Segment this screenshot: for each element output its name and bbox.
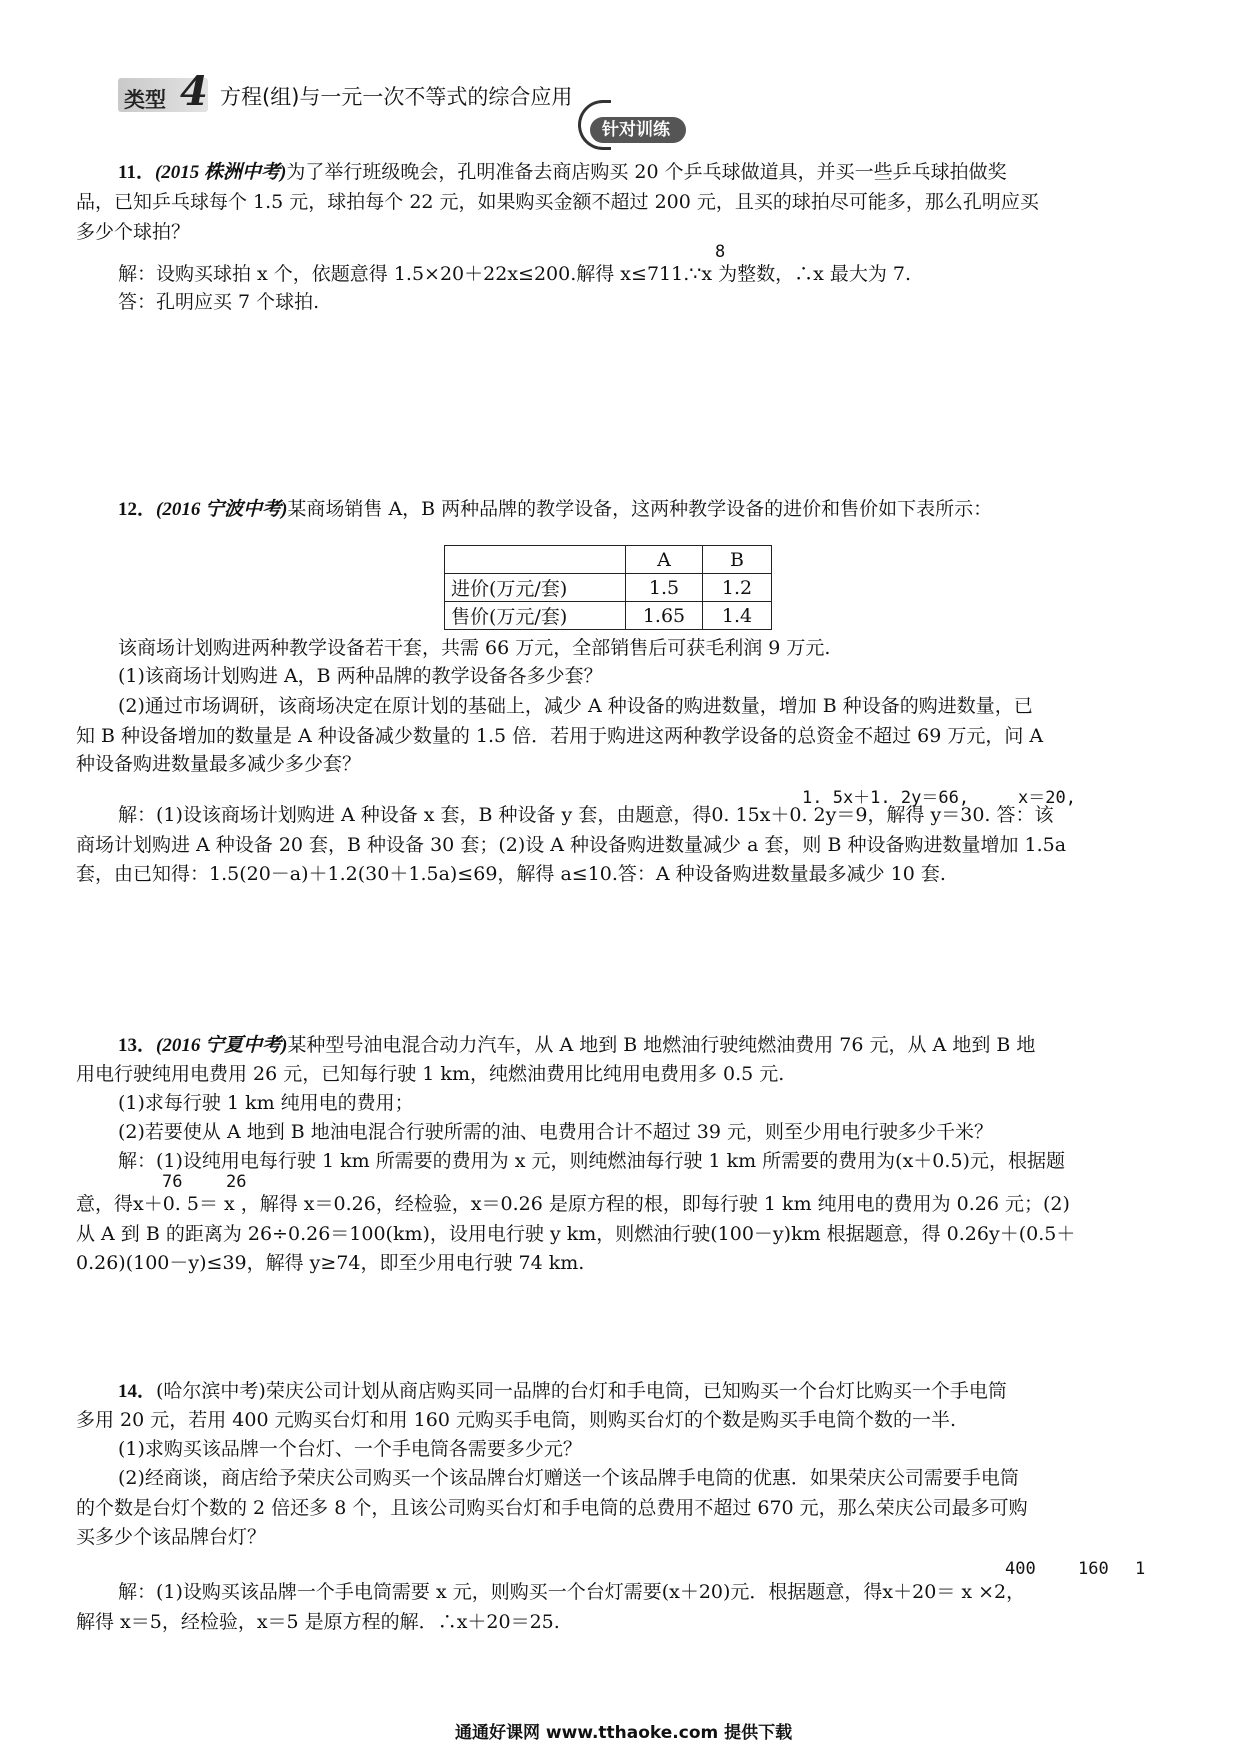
q12-answer-2: 商场计划购进 A 种设备 20 套，B 种设备 30 套；(2)设 A 种设备购进数量减少 a 套，则 B 种设备购进数量增加 1.5a <box>76 834 1067 856</box>
q13-number: 13． <box>118 1035 157 1056</box>
q12-line-5: 知 B 种设备增加的数量是 A 种设备减少数量的 1.5 倍．若用于购进这两种教学设备的总资金不超过 69 万元，问 A <box>76 725 1044 747</box>
training-tag: 针对训练 <box>590 117 686 143</box>
q12-text-1: 某商场销售 A，B 两种品牌的教学设备，这两种教学设备的进价和售价如下表所示： <box>287 498 993 520</box>
q13-line-4: (2)若要使从 A 地到 B 地油电混合行驶所需的油、电费用合计不超过 39 元，则至少用电行驶多少千米？ <box>118 1121 994 1143</box>
q14-line-6: 买多少个该品牌台灯？ <box>76 1526 267 1548</box>
table-row <box>445 546 772 574</box>
q12-system-sol-1: x＝20, <box>1018 788 1076 808</box>
q12-line-3: (1)该商场计划购进 A，B 两种品牌的教学设备各多少套？ <box>118 665 603 687</box>
table-row <box>445 574 772 602</box>
q14-fraction-num-1: 400 <box>1005 1559 1036 1579</box>
q11-number: 11． <box>118 162 155 183</box>
q11-source: (2015 株洲中考) <box>154 162 287 183</box>
table-header-a: A <box>626 546 703 574</box>
table-cell: 1.2 <box>703 574 772 602</box>
q13-fraction-num-1: 76 <box>162 1172 183 1192</box>
q14-fraction-num-3: 1 <box>1135 1559 1146 1579</box>
q12-system-eq-1: 1. 5x＋1. 2y＝66, <box>802 788 970 808</box>
table-cell-empty <box>445 546 626 574</box>
q14-line-3: (1)求购买该品牌一个台灯、一个手电筒各需要多少元？ <box>118 1438 582 1460</box>
table-cell: 1.5 <box>626 574 703 602</box>
q14-fraction-num-2: 160 <box>1078 1559 1109 1579</box>
price-table <box>444 545 772 630</box>
q14-line-2: 多用 20 元，若用 400 元购买台灯和用 160 元购买手电筒，则购买台灯的个数是购买手电筒个数的一半. <box>76 1409 956 1431</box>
q11-answer-1: 解：设购买球拍 x 个，依题意得 1.5×20＋22x≤200.解得 x≤711.∵x 为整数，∴x 最大为 7. <box>118 263 912 285</box>
footer-watermark: 通通好课网 www.tthaoke.com 提供下载 <box>455 1723 793 1743</box>
table-row-label: 售价(万元/套) <box>445 602 626 630</box>
q14-line-1 <box>118 1379 1007 1404</box>
q14-number: 14． <box>118 1381 157 1402</box>
q13-answer-3: 从 A 到 B 的距离为 26÷0.26＝100(km)，设用电行驶 y km，则燃油行驶(100－y)km 根据题意，得 0.26y＋(0.5＋ <box>76 1223 1076 1245</box>
q12-number: 12． <box>118 499 157 520</box>
q11-superscript: 8 <box>715 242 726 262</box>
table-cell: 1.65 <box>626 602 703 630</box>
q13-fraction-num-2: 26 <box>226 1172 247 1192</box>
q13-answer-2: 意，得x＋0. 5＝ x ，解得 x＝0.26，经检验，x＝0.26 是原方程的根，即每行驶 1 km 纯用电的费用为 0.26 元；(2) <box>76 1193 1070 1215</box>
q14-source: (哈尔滨中考) <box>156 1380 266 1402</box>
q13-text-1: 某种型号油电混合动力汽车，从 A 地到 B 地燃油行驶纯燃油费用 76 元，从 A 地到 B 地 <box>287 1034 1036 1056</box>
q11-line-3: 多少个球拍？ <box>76 221 191 243</box>
q14-answer-2: 解得 x＝5，经检验，x＝5 是原方程的解．∴x＋20＝25. <box>76 1611 560 1633</box>
section-title: 方程(组)与一元一次不等式的综合应用 <box>220 85 573 109</box>
q12-line-2: 该商场计划购进两种教学设备若干套，共需 66 万元，全部销售后可获毛利润 9 万元. <box>118 637 831 659</box>
type-label: 类型 <box>124 88 166 112</box>
q13-line-2: 用电行驶纯用电费用 26 元，已知每行驶 1 km，纯燃油费用比纯用电费用多 0.5 元. <box>76 1063 785 1085</box>
q11-line-2: 品，已知乒乓球每个 1.5 元，球拍每个 22 元，如果购买金额不超过 200 元，且买的球拍尽可能多，那么孔明应买 <box>76 191 1039 213</box>
q14-line-4: (2)经商谈，商店给予荣庆公司购买一个该品牌台灯赠送一个该品牌手电筒的优惠．如果荣庆公司需要手电筒 <box>118 1467 1019 1489</box>
table-row <box>445 602 772 630</box>
q11-line-1 <box>118 160 1007 185</box>
q13-answer-1: 解：(1)设纯用电每行驶 1 km 所需要的费用为 x 元，则纯燃油每行驶 1 km 所需要的费用为(x＋0.5)元，根据题 <box>118 1150 1065 1172</box>
q14-answer-1: 解：(1)设购买该品牌一个手电筒需要 x 元，则购买一个台灯需要(x＋20)元．根据题意，得x＋20＝ x ×2， <box>118 1581 1026 1603</box>
q12-line-1 <box>118 497 992 522</box>
table-row-label: 进价(万元/套) <box>445 574 626 602</box>
q11-answer-2: 答：孔明应买 7 个球拍. <box>118 291 320 313</box>
q13-line-3: (1)求每行驶 1 km 纯用电的费用； <box>118 1092 414 1114</box>
q12-line-4: (2)通过市场调研，该商场决定在原计划的基础上，减少 A 种设备的购进数量，增加 B 种设备的购进数量，已 <box>118 695 1033 717</box>
q13-answer-4: 0.26)(100－y)≤39，解得 y≥74，即至少用电行驶 74 km. <box>76 1252 585 1274</box>
q14-text-1: 荣庆公司计划从商店购买同一品牌的台灯和手电筒，已知购买一个台灯比购买一个手电筒 <box>265 1380 1007 1402</box>
table-header-b: B <box>703 546 772 574</box>
q12-answer-3: 套，由已知得：1.5(20－a)＋1.2(30＋1.5a)≤69，解得 a≤10.答：A 种设备购进数量最多减少 10 套. <box>76 863 946 885</box>
table-cell: 1.4 <box>703 602 772 630</box>
q12-source: (2016 宁波中考) <box>156 499 288 520</box>
q14-line-5: 的个数是台灯个数的 2 倍还多 8 个，且该公司购买台灯和手电筒的总费用不超过 670 元，那么荣庆公司最多可购 <box>76 1497 1028 1519</box>
type-number: 4 <box>180 68 208 115</box>
q11-text-1: 为了举行班级晚会，孔明准备去商店购买 20 个乒乓球做道具，并买一些乒乓球拍做奖 <box>286 161 1007 183</box>
q13-source: (2016 宁夏中考) <box>156 1035 288 1056</box>
q12-answer-1: 解：(1)设该商场计划购进 A 种设备 x 套，B 种设备 y 套，由题意，得0. 15x＋0. 2y＝9，解得 y＝30. 答：该 <box>118 804 1054 826</box>
q13-line-1 <box>118 1033 1035 1058</box>
q12-line-6: 种设备购进数量最多减少多少套？ <box>76 753 362 775</box>
